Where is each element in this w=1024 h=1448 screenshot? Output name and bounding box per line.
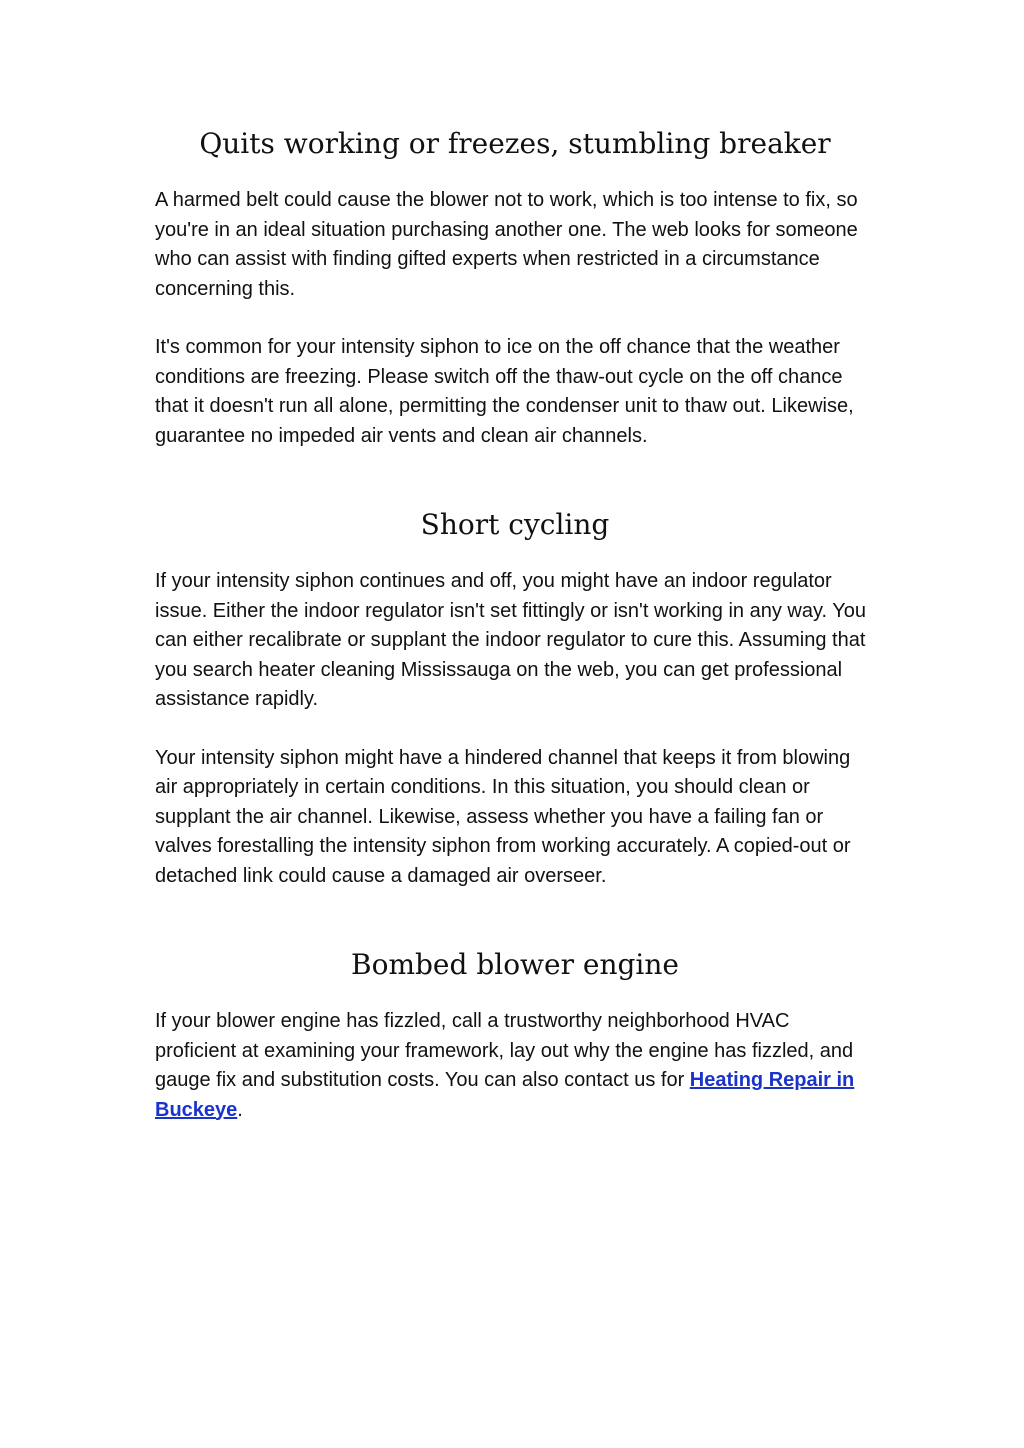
heading-bombed-blower-engine: Bombed blower engine xyxy=(351,948,679,981)
paragraph-text-after-link: . xyxy=(237,1098,243,1121)
heading-quits-working: Quits working or freezes, stumbling breaker xyxy=(199,127,831,160)
paragraph-harmed-belt: A harmed belt could cause the blower not to work, which is too intense to fix, so you're in an ideal situation purchasing another one. The web looks for someone who can assist with finding gifted experts when restricted in a circumstance concerning this. xyxy=(155,189,858,300)
paragraph-text-before-link: If your blower engine has fizzled, call a trustworthy neighborhood HVAC proficient at examining your framework, lay out why the engine has fizzled, and gauge fix and substitution costs. You can also contact us for xyxy=(155,1010,854,1091)
paragraph-hindered-channel: Your intensity siphon might have a hindered channel that keeps it from blowing air appropriately in certain conditions. In this situation, you should clean or supplant the air channel. Likewise, assess whether you have a failing fan or valves forestalling the intensity siphon from working accurately. A copied-out or detached link could cause a damaged air overseer. xyxy=(155,746,851,887)
heating-repair-link[interactable]: Heating Repair in Buckeye xyxy=(155,1069,855,1121)
paragraph-indoor-regulator: If your intensity siphon continues and off, you might have an indoor regulator issue. Either the indoor regulator isn't set fittingly or isn't working in any way. You can either recalibrate or supplant the indoor regulator to cure this. Assuming that you search heater cleaning Mississauga on the web, you can get professional assistance rapidly. xyxy=(155,570,866,710)
paragraph-blower-engine xyxy=(155,1007,875,1125)
heading-short-cycling: Short cycling xyxy=(420,508,610,541)
paragraph-ice-freezing: It's common for your intensity siphon to ice on the off chance that the weather conditions are freezing. Please switch off the thaw-out cycle on the off chance that it doesn't run all alone, permitting the condenser unit to thaw out. Likewise, guarantee no impeded air vents and clean air channels. xyxy=(155,336,854,447)
document-content xyxy=(155,122,875,1125)
